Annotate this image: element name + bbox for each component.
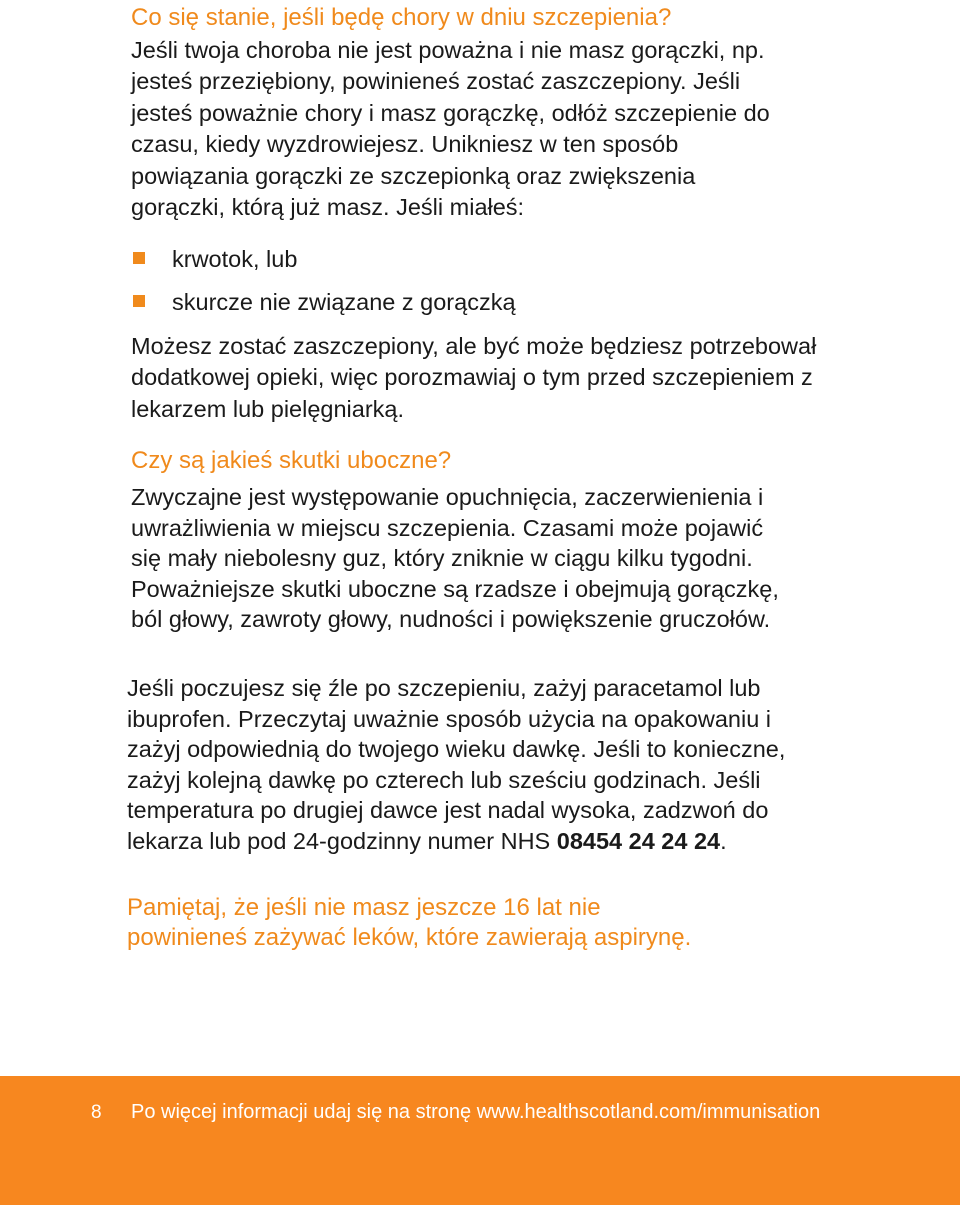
bullet-square-icon — [133, 252, 145, 264]
text-line: lekarzem lub pielęgniarką. — [131, 395, 405, 422]
text-line: Jeśli twoja choroba nie jest poważna i nie masz gorączki, np. — [131, 37, 765, 63]
text-line: uwrażliwienia w miejscu szczepienia. Czasami może pojawić — [131, 514, 764, 541]
text-segment: lekarza lub pod 24-godzinny numer NHS — [127, 827, 557, 854]
list-item — [131, 281, 911, 324]
text-line: Możesz zostać zaszczepiony, ale być może będziesz potrzebował — [131, 333, 817, 359]
text-line: dodatkowej opieki, więc porozmawiaj o tym przed szczepieniem z — [131, 364, 813, 391]
text-line: ból głowy, zawroty głowy, nudności i powiększenie gruczołów. — [131, 606, 771, 632]
text-line: ibuprofen. Przeczytaj uważnie sposób użycia na opakowaniu i — [127, 705, 772, 732]
text-line: czasu, kiedy wyzdrowiejesz. Unikniesz w ten sposób — [131, 131, 679, 158]
section-side-effects — [131, 445, 931, 635]
list-item — [131, 238, 911, 281]
page-footer — [0, 1076, 960, 1205]
text-line: Poważniejsze skutki uboczne są rzadsze i obejmują gorączkę, — [131, 575, 779, 602]
text-line: powiązania gorączki ze szczepionką oraz zwiększenia — [131, 162, 696, 189]
text-line: Jeśli poczujesz się źle po szczepieniu, zażyj paracetamol lub — [127, 675, 761, 701]
aspirin-warning-note — [127, 893, 927, 953]
page-number: 8 — [91, 1102, 102, 1123]
bullet-list — [131, 238, 911, 324]
text-line: Pamiętaj, że jeśli nie masz jeszcze 16 lat nie — [127, 894, 601, 921]
text-line: zażyj kolejną dawkę po czterech lub sześciu godzinach. Jeśli — [127, 766, 761, 793]
text-line: Zwyczajne jest występowanie opuchnięcia, zaczerwienienia i — [131, 484, 764, 510]
section-illness-on-vaccination-day — [131, 2, 931, 223]
text-line: się mały niebolesny guz, który zniknie w ciągu kilku tygodni. — [131, 545, 753, 571]
footer-info-text: Po więcej informacji udaj się na stronę www.healthscotland.com/immunisation — [131, 1101, 821, 1123]
heading-side-effects: Czy są jakieś skutki uboczne? — [131, 447, 452, 474]
text-line: powinieneś zażywać leków, które zawierają aspirynę. — [127, 924, 692, 951]
paragraph-side-effects — [131, 482, 931, 635]
text-line: jesteś poważnie chory i masz gorączkę, odłóż szczepienie do — [131, 99, 770, 126]
paragraph-extra-care — [131, 331, 931, 425]
text-line: gorączki, którą już masz. Jeśli miałeś: — [131, 194, 525, 221]
text-line: zażyj odpowiednią do twojego wieku dawkę. Jeśli to konieczne, — [127, 736, 786, 762]
text-line: jesteś przeziębiony, powinieneś zostać zaszczepiony. Jeśli — [131, 68, 741, 95]
list-item-text: krwotok, lub — [172, 246, 298, 272]
text-line: temperatura po drugiej dawce jest nadal wysoka, zadzwoń do — [127, 797, 769, 823]
bullet-square-icon — [133, 295, 145, 307]
paragraph-illness — [131, 35, 931, 223]
list-item-text: skurcze nie związane z gorączką — [172, 289, 516, 315]
nhs-phone-number: 08454 24 24 24 — [556, 827, 721, 854]
paragraph-paracetamol — [127, 673, 927, 856]
text-line-phone — [127, 826, 927, 857]
heading-illness: Co się stanie, jeśli będę chory w dniu szczepienia? — [131, 4, 672, 31]
text-segment: . — [720, 827, 727, 854]
